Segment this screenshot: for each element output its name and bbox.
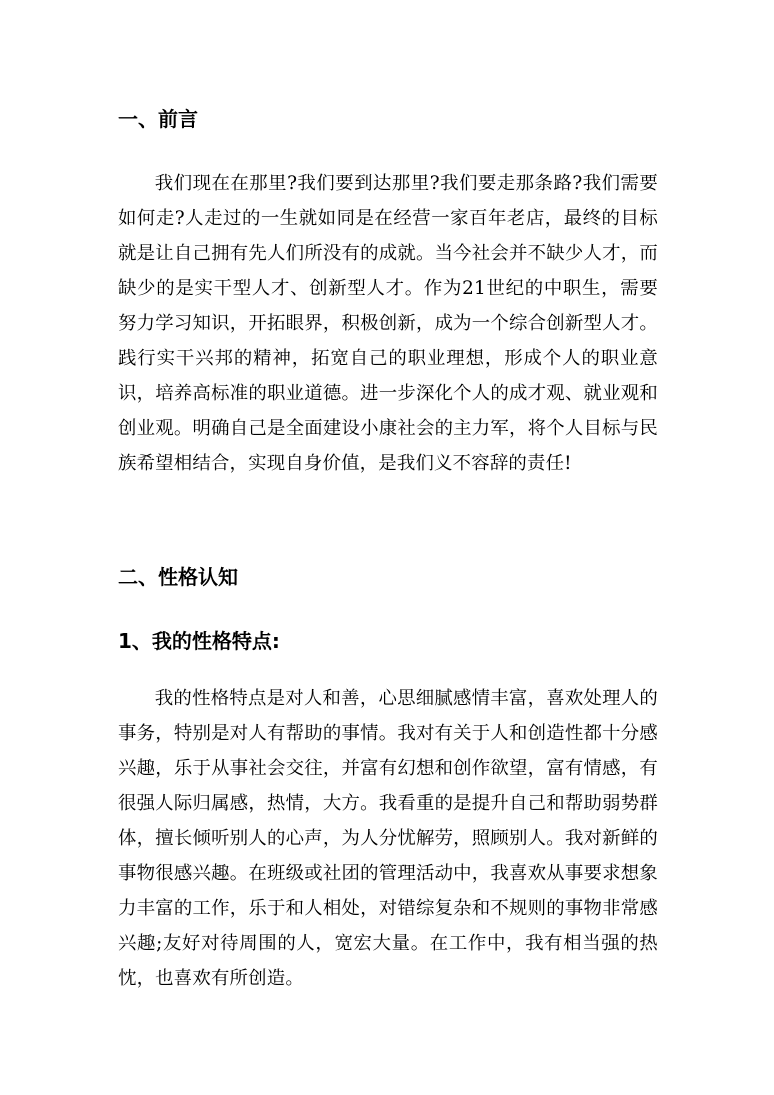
section-heading-preface: 一、前言 xyxy=(118,107,198,131)
personality-paragraph: 我的性格特点是对人和善，心思细腻感情丰富，喜欢处理人的事务，特别是对人有帮助的事情。我对有关于人和创造性都十分感兴趣，乐于从事社会交往，并富有幻想和创作欲望，富有情感，有很强人际归属感，热情，大方。我看重的是提升自己和帮助弱势群体，擅长倾听别人的心声，为人分忧解劳，照顾别人。我对新鲜的事物很感兴趣。在班级或社团的管理活动中，我喜欢从事要求想象力丰富的工作，乐于和人相处，对错综复杂和不规则的事物非常感兴趣;友好对待周围的人，宽宏大量。在工作中，我有相当强的热忱，也喜欢有所创造。 xyxy=(118,688,658,989)
section-heading-personality: 二、性格认知 xyxy=(118,565,238,589)
subheading-personality-traits: 1、我的性格特点: xyxy=(118,629,280,653)
preface-paragraph: 我们现在在那里?我们要到达那里?我们要走那条路?我们需要如何走?人走过的一生就如同是在经营一家百年老店，最终的目标就是让自己拥有先人们所没有的成就。当今社会并不缺少人才，而缺少的是实干型人才、创新型人才。作为21世纪的中职生，需要努力学习知识，开拓眼界，积极创新，成为一个综合创新型人才。践行实干兴邦的精神，拓宽自己的职业理想，形成个人的职业意识，培养高标准的职业道德。进一步深化个人的成才观、就业观和创业观。明确自己是全面建设小康社会的主力军，将个人目标与民族希望相结合，实现自身价值，是我们义不容辞的责任! xyxy=(118,173,658,474)
